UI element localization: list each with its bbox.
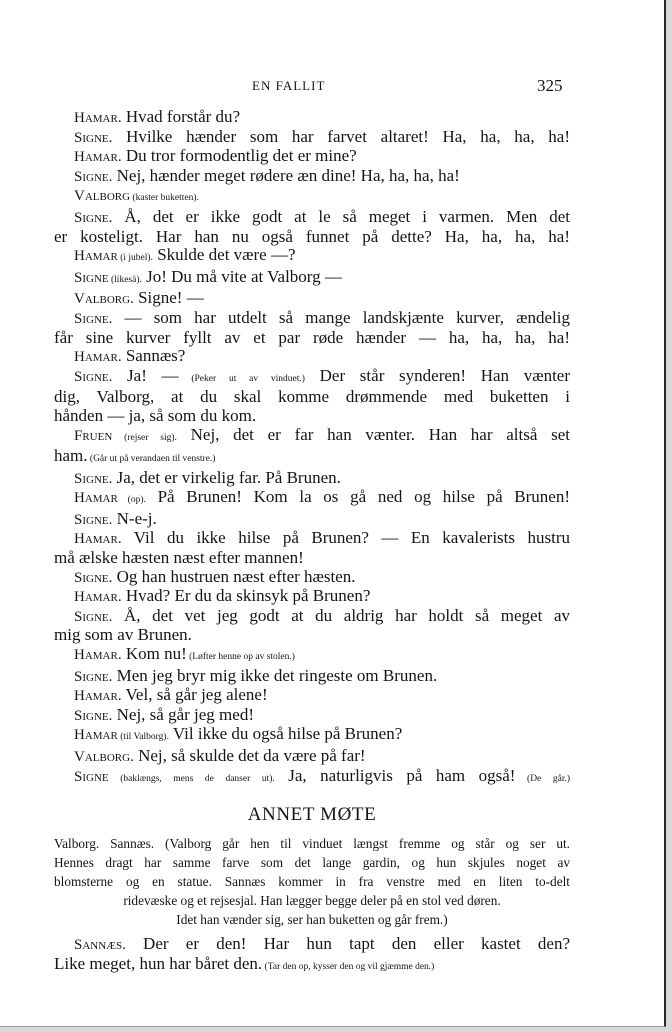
- page-number: 325: [537, 76, 563, 95]
- speaker-name: Hamar.: [74, 647, 122, 664]
- speech: På Brunen! Kom la os gå ned og hilse på Brunen!: [145, 487, 571, 507]
- scene-stage-direction: [54, 834, 570, 929]
- speaker-name: Sannæs.: [74, 937, 126, 954]
- stage-direction: (Tar den op, kysser den og vil gjæmme den.): [262, 961, 435, 972]
- stage-direction: (likesä).: [108, 274, 142, 285]
- dialogue-line: [54, 388, 570, 407]
- dialogue-line: [54, 347, 570, 367]
- speaker-name: Signe: [74, 269, 109, 286]
- speech: ham.: [54, 446, 88, 466]
- dialogue-line: [54, 208, 570, 228]
- stage-direction: (Peker ut av vinduet.): [178, 373, 305, 384]
- section-heading: ANNET MØTE: [247, 804, 377, 826]
- speech: får sine kurver fyllt av et par røde hænder — ha, ha, ha, ha!: [54, 327, 570, 347]
- stage-direction: (op).: [117, 495, 146, 506]
- speaker-name: Signe.: [74, 168, 113, 185]
- speech: Sannæs?: [121, 346, 186, 366]
- dialogue-line: [54, 747, 570, 767]
- speech: Der står synderen! Han vænter: [304, 365, 571, 385]
- speech: Like meget, hun har båret den.: [54, 953, 263, 973]
- dialogue-line: [54, 568, 570, 588]
- speech: Signe! —: [133, 288, 204, 308]
- speaker-name: Hamar: [74, 490, 118, 507]
- speaker-name: Signe.: [74, 707, 113, 724]
- speaker-name: Signe.: [74, 569, 113, 586]
- speech: Og han hustruen næst efter hæsten.: [112, 566, 356, 586]
- speech: Å, det vet jeg godt at du aldrig har holdt så meget av: [112, 605, 570, 625]
- speech: Du tror formodentlig det er mine?: [121, 146, 357, 166]
- dialogue-line: [54, 469, 570, 489]
- speech: Men jeg bryr mig ikke det ringeste om Brunen.: [112, 665, 438, 685]
- stage-direction-line: Idet han vænder sig, ser han buketten og går frem.): [176, 912, 448, 928]
- dialogue-line: [54, 108, 570, 128]
- speaker-name: Hamar: [74, 727, 118, 744]
- speech: — som har utdelt så mange landskjænte kurver, ændelig: [112, 307, 570, 327]
- speech: Ja, det er virkelig far. På Brunen.: [112, 467, 341, 487]
- stage-direction-line: ridevæske og et rejsesjal. Han lægger begge deler på en stol ved døren.: [123, 893, 501, 909]
- speaker-name: Signe.: [74, 368, 113, 385]
- stage-direction-line: Hennes dragt har samme farve som det lange gardin, og hun skjules noget av: [54, 855, 570, 871]
- dialogue-line: [54, 955, 570, 977]
- dialogue-line: [54, 268, 570, 290]
- speaker-name: Fruen: [74, 427, 113, 444]
- dialogue-line: [54, 935, 570, 955]
- speech: Kom nu!: [121, 644, 187, 664]
- speech: Ja! —: [112, 365, 179, 385]
- speaker-name: Signe.: [74, 608, 113, 625]
- stage-direction: (De går.): [515, 773, 571, 784]
- speaker-name: Signe.: [74, 209, 113, 226]
- speech: Der er den! Har hun tapt den eller kastet den?: [125, 934, 570, 954]
- speech: Jo! Du må vite at Valborg —: [141, 266, 342, 286]
- dialogue-line: [54, 186, 570, 208]
- speech: Hvad forstår du?: [121, 107, 241, 126]
- speech: Å, det er ikke godt at le så meget i varmen. Men det: [112, 206, 570, 226]
- stage-direction: (til Valborg).: [117, 732, 169, 743]
- dialogue-line: [54, 529, 570, 549]
- speech: Hvilke hænder som har farvet altaret! Ha, ha, ha, ha!: [112, 126, 570, 146]
- stage-direction: (kaster buketten).: [130, 193, 199, 204]
- speaker-name: Hamar.: [74, 110, 122, 126]
- stage-direction: (rejser sig).: [112, 432, 177, 443]
- speech: Nej, så går jeg med!: [112, 704, 254, 724]
- dialogue-line: [54, 447, 570, 469]
- speaker-name: Signe.: [74, 129, 113, 146]
- dialogue-line: [54, 488, 570, 510]
- speech: Nej, det er far han vænter. Han har altså set: [176, 424, 570, 444]
- dialogue-line: [54, 587, 570, 607]
- page-header: [0, 76, 664, 98]
- dialogue-line: [54, 607, 570, 627]
- speaker-name: Valborg.: [74, 749, 134, 765]
- speech: N-e-j.: [112, 508, 157, 528]
- dialogue-line: [54, 549, 570, 568]
- speech: er kosteligt. Har han nu også funnet på dette? Ha, ha, ha, ha!: [54, 226, 570, 246]
- speech: Nej, hænder meget rødere æn dine! Ha, ha, ha, ha!: [112, 165, 460, 185]
- dialogue-line: [54, 426, 570, 448]
- dialogue-line: [54, 167, 570, 187]
- speaker-name: Signe: [74, 768, 109, 785]
- stage-direction-line: blomsterne og en statue. Sannæs kommer in fra venstre med en liten to-delt: [54, 874, 570, 890]
- running-title: EN FALLIT: [252, 78, 326, 93]
- speaker-name: Signe.: [74, 511, 113, 528]
- speaker-name: Signe.: [74, 470, 113, 487]
- dialogue-line: [54, 329, 570, 348]
- dialogue-line: [54, 645, 570, 667]
- stage-direction: (i jubel).: [117, 253, 153, 264]
- speech: Vel, så går jeg alene!: [121, 685, 268, 705]
- speech: hånden — ja, så som du kom.: [54, 405, 257, 425]
- speaker-name: Signe.: [74, 310, 113, 327]
- speech: må ælske hæsten næst efter mannen!: [54, 548, 304, 568]
- speaker-name: Hamar.: [74, 589, 122, 606]
- speaker-name: Hamar.: [74, 531, 122, 548]
- speaker-name: Signe.: [74, 668, 113, 685]
- speaker-name: Hamar: [74, 248, 118, 265]
- dialogue-line: [54, 725, 570, 747]
- stage-direction: (baklængs, mens de danser ut).: [108, 773, 275, 784]
- speaker-name: Valborg: [74, 188, 131, 205]
- dialogue-line: [54, 510, 570, 530]
- play-text: [54, 108, 570, 976]
- speech: Ja, naturligvis på ham også!: [274, 765, 516, 785]
- dialogue-line: [54, 289, 570, 309]
- dialogue-line: [54, 767, 570, 789]
- stage-direction-line: Valborg. Sannæs. (Valborg går hen til vinduet længst fremme og står og ser ut.: [54, 836, 570, 852]
- dialogue-line: [54, 309, 570, 329]
- speech: Hvad? Er du da skinsyk på Brunen?: [121, 586, 371, 606]
- dialogue-line: [54, 667, 570, 687]
- speech: dig, Valborg, at du skal komme drømmende med buketten i: [54, 387, 570, 407]
- speaker-name: Hamar.: [74, 349, 122, 366]
- dialogue-line: [54, 686, 570, 706]
- dialogue-line: [54, 626, 570, 645]
- stage-direction: (Går ut på verandaen til venstre.): [87, 454, 216, 465]
- dialogue-line: [54, 367, 570, 389]
- dialogue-line: [54, 128, 570, 148]
- speech: Vil ikke du også hilse på Brunen?: [168, 724, 403, 744]
- speech: Vil du ikke hilse på Brunen? — En kavalerists hustru: [121, 528, 570, 548]
- speaker-name: Valborg.: [74, 291, 134, 308]
- dialogue-line: [54, 228, 570, 247]
- speech: mig som av Brunen.: [54, 625, 192, 645]
- dialogue-line: [54, 246, 570, 268]
- speaker-name: Hamar.: [74, 149, 122, 166]
- dialogue-line: [54, 147, 570, 167]
- speaker-name: Hamar.: [74, 688, 122, 705]
- stage-direction: (Løfter henne op av stolen.): [186, 652, 295, 663]
- dialogue-line: [54, 706, 570, 726]
- speech: Nej, så skulde det da være på far!: [133, 746, 366, 765]
- dialogue-line: [54, 407, 570, 426]
- speech: Skulde det være —?: [152, 245, 296, 265]
